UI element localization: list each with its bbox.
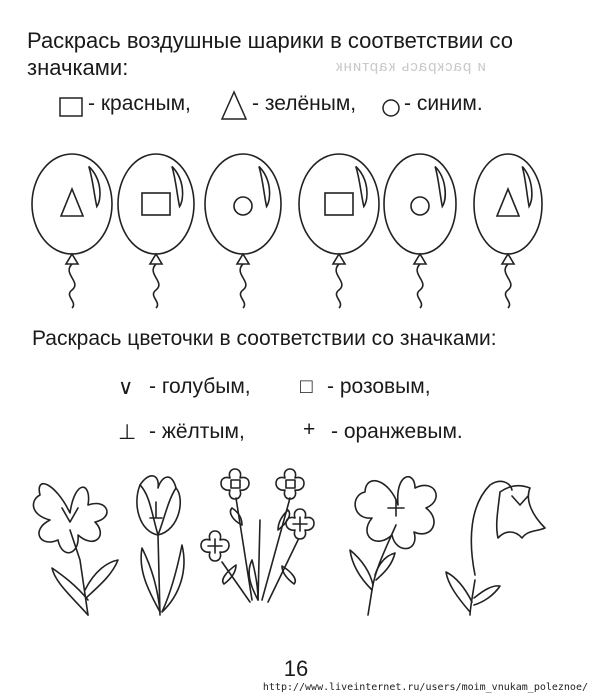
flower-v-mark bbox=[33, 484, 118, 615]
legend2-pink-label: - розовым, bbox=[327, 375, 431, 398]
balloon-triangle bbox=[474, 154, 542, 308]
balloon-circle bbox=[384, 154, 456, 308]
flower-bell bbox=[446, 481, 545, 615]
triangle-icon bbox=[497, 189, 519, 216]
plus-icon: + bbox=[303, 418, 316, 441]
flower-bouquet bbox=[201, 469, 314, 602]
task2-title: Раскрась цветочки в соответствии со значками: bbox=[32, 327, 497, 350]
balloon-triangle bbox=[32, 154, 112, 308]
task1-title-line2: значками: bbox=[27, 55, 129, 80]
balloon-square bbox=[118, 154, 194, 308]
circle-icon bbox=[383, 100, 399, 116]
flower-perpendicular bbox=[137, 476, 184, 615]
legend2-blue-label: - голубым, bbox=[149, 375, 251, 398]
square-icon bbox=[325, 193, 353, 215]
legend2-yellow-label: - жёлтым, bbox=[149, 420, 245, 443]
bleed-through-text: и раскрась картинк bbox=[335, 58, 486, 75]
legend1-red-label: - красным, bbox=[88, 92, 191, 115]
balloon-square bbox=[299, 154, 379, 308]
flower-plus bbox=[350, 477, 436, 615]
task1-title-line1: Раскрась воздушные шарики в соответствии со bbox=[27, 28, 513, 53]
triangle-icon bbox=[61, 189, 83, 216]
legend1-blue-label: - синим. bbox=[404, 92, 483, 115]
square-icon bbox=[142, 193, 170, 215]
v-mark-icon: ∨ bbox=[118, 376, 134, 399]
circle-icon bbox=[411, 197, 429, 215]
small-square-icon: □ bbox=[300, 375, 313, 398]
square-icon bbox=[60, 98, 82, 116]
triangle-icon bbox=[222, 92, 246, 119]
source-url: http://www.liveinternet.ru/users/moim_vnukam_poleznoe/ bbox=[262, 682, 588, 693]
legend2-orange-label: - оранжевым. bbox=[331, 420, 463, 443]
legend1-green-label: - зелёным, bbox=[252, 92, 357, 115]
balloon-circle bbox=[205, 154, 281, 308]
page-number: 16 bbox=[283, 656, 309, 681]
circle-icon bbox=[234, 197, 252, 215]
perpendicular-icon: ⊥ bbox=[118, 421, 137, 444]
